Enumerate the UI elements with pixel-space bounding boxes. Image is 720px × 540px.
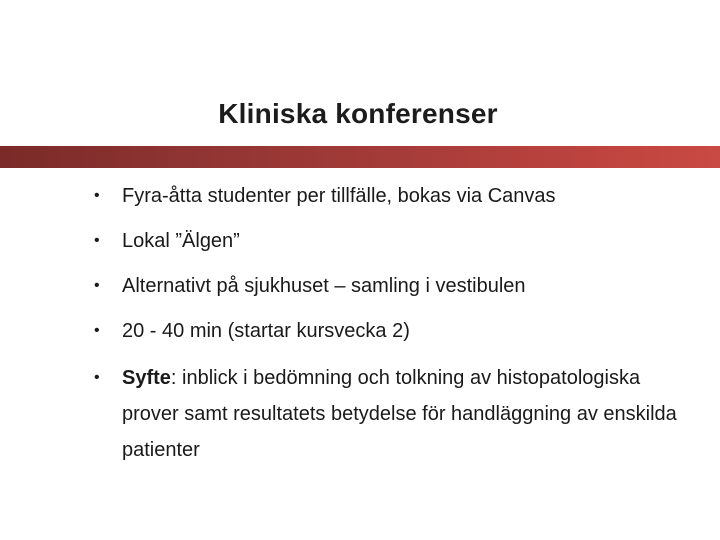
list-item-text: : inblick i bedömning och tolkning av histopatologiska prover samt resultatets betydelse för handläggning av enskilda patienter xyxy=(122,367,677,461)
list-item-text: Fyra-åtta studenter per tillfälle, bokas via Canvas xyxy=(122,185,556,207)
bullet-icon: • xyxy=(94,232,100,249)
list-item-text: 20 - 40 min (startar kursvecka 2) xyxy=(122,320,410,342)
bullet-icon: • xyxy=(94,369,100,386)
list-item xyxy=(94,315,694,347)
bullet-icon: • xyxy=(94,187,100,204)
list-item xyxy=(94,270,694,302)
list-item xyxy=(94,360,694,468)
bullet-icon: • xyxy=(94,322,100,339)
slide-title: Kliniska konferenser xyxy=(218,98,498,129)
bullet-icon: • xyxy=(94,277,100,294)
bullet-list xyxy=(94,180,694,481)
list-item-text: Alternativt på sjukhuset – samling i vestibulen xyxy=(122,275,526,297)
list-item xyxy=(94,180,694,212)
purpose-label: Syfte xyxy=(122,367,171,389)
list-item xyxy=(94,225,694,257)
title-accent-bar xyxy=(0,146,720,168)
list-item-text: Lokal ”Älgen” xyxy=(122,230,240,252)
